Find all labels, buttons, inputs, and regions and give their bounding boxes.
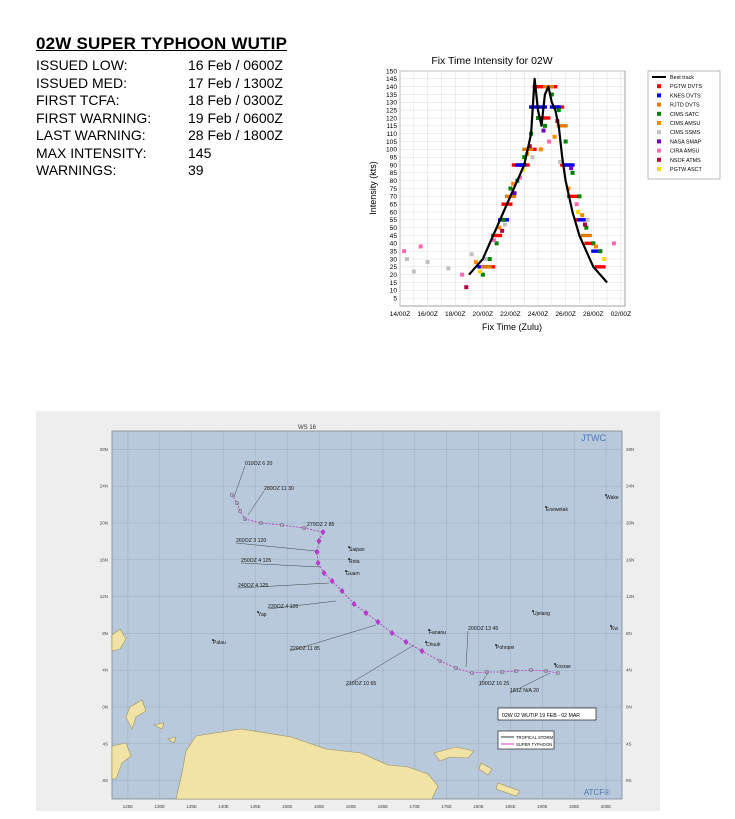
legend-label: CIRA AMSU	[670, 148, 700, 155]
lon-label: 135E	[186, 804, 197, 809]
lat-label: 20N	[626, 520, 635, 526]
lat-label: 0N	[102, 704, 108, 710]
legend-swatch	[657, 149, 661, 153]
x-tick-label: 26/00Z	[555, 311, 576, 318]
x-tick-label: 16/00Z	[417, 311, 438, 318]
place-label: Kw	[611, 626, 618, 632]
y-tick-label: 50	[389, 224, 397, 232]
lon-label: 140E	[218, 804, 229, 809]
summary-value: 145	[188, 144, 212, 161]
lon-label: 150E	[282, 804, 293, 809]
summary-value: 18 Feb / 0300Z	[188, 92, 283, 108]
x-tick-label: 14/00Z	[389, 311, 411, 318]
lat-label: 12N	[626, 594, 635, 600]
lon-label: 160E	[345, 804, 357, 809]
legend-swatch	[657, 121, 661, 125]
map-corner-jtwc: JTWC	[581, 433, 606, 443]
lat-label: 4S	[102, 741, 108, 747]
map-legend-title: 02W 02 WUTIP 19 FEB - 02 MAR	[502, 713, 581, 719]
y-tick-label: 5	[393, 295, 397, 303]
legend-label: CIMS SATC	[670, 111, 699, 118]
fix-point	[553, 135, 557, 139]
fix-point	[405, 257, 409, 261]
lon-label: 175E	[441, 804, 452, 809]
y-tick-label: 145	[385, 76, 397, 84]
fix-point	[542, 129, 546, 133]
place-label: Rota	[349, 559, 360, 565]
fix-point	[402, 249, 406, 253]
legend-swatch	[657, 130, 661, 134]
chart-title: Fix Time Intensity for 02W	[431, 55, 553, 67]
lat-label: 8S	[626, 778, 632, 784]
track-label: 010OZ 6 20	[245, 461, 273, 467]
y-tick-label: 60	[389, 209, 397, 217]
lon-label: 180E	[473, 804, 484, 809]
lon-label: 125E	[122, 804, 134, 809]
fix-point	[580, 213, 584, 217]
y-tick-label: 15	[389, 279, 397, 287]
fix-point	[539, 147, 543, 151]
summary-row	[36, 92, 283, 110]
place-label: Wake	[606, 495, 619, 501]
legend-label: RJTD DVTS	[670, 102, 700, 109]
place-label: Pohnpei	[496, 645, 515, 651]
storm-summary	[36, 34, 336, 180]
track-label: 240OZ 4 125	[238, 583, 269, 589]
lon-label: 130E	[154, 804, 166, 809]
place-label: Guam	[346, 571, 360, 577]
place-label: Saipan	[349, 547, 365, 553]
legend-swatch	[657, 112, 661, 116]
fix-point	[508, 187, 512, 191]
summary-label: FIRST WARNING:	[36, 109, 152, 126]
lat-label: 0N	[626, 704, 632, 710]
x-tick-label: 28/00Z	[582, 311, 604, 318]
fix-point	[446, 266, 450, 270]
lat-label: 4N	[626, 667, 632, 673]
track-label: 270OZ 2 85	[307, 522, 335, 528]
summary-row	[36, 127, 283, 145]
legend-label: PGTW DVTS	[670, 84, 703, 91]
fix-point	[558, 160, 562, 164]
lon-label: 195E	[568, 804, 580, 809]
summary-row	[36, 110, 283, 128]
y-tick-label: 70	[389, 193, 397, 201]
fix-point	[564, 140, 568, 144]
lat-label: 4N	[102, 667, 108, 673]
y-tick-label: 135	[385, 91, 397, 99]
fix-point	[547, 140, 551, 144]
summary-label: ISSUED LOW:	[36, 57, 128, 73]
fix-point	[598, 249, 602, 253]
storm-title: 02W SUPER TYPHOON WUTIP	[36, 34, 288, 53]
x-tick-label: 20/00Z	[472, 311, 494, 318]
legend-swatch	[657, 158, 661, 162]
fix-point	[460, 273, 464, 277]
y-tick-label: 80	[389, 177, 397, 185]
fix-point	[470, 252, 474, 256]
summary-row	[36, 75, 283, 93]
lon-label: 165E	[377, 804, 389, 809]
lon-label: 145E	[250, 804, 261, 809]
fix-point	[586, 218, 590, 222]
y-axis-ticks	[386, 68, 397, 302]
lat-label: 28N	[99, 446, 108, 452]
lon-label: 185E	[505, 804, 516, 809]
map-corner-atcf: ATCF®	[583, 788, 610, 797]
fix-point	[612, 241, 616, 245]
legend-swatch	[657, 103, 661, 107]
legend-swatch	[657, 167, 661, 171]
y-tick-label: 35	[389, 248, 397, 256]
place-label: Enewetak	[546, 507, 568, 513]
fix-point	[412, 270, 416, 274]
fix-point	[531, 155, 535, 159]
summary-label: WARNINGS:	[36, 162, 117, 178]
lat-label: 16N	[626, 557, 635, 563]
lat-label: 16N	[99, 557, 108, 563]
track-label: 190OZ 16 25	[479, 681, 510, 687]
fix-point	[577, 194, 581, 198]
summary-value: 39	[188, 162, 204, 178]
legend-label: CIMS SSMS	[670, 130, 701, 137]
fix-point	[576, 210, 580, 214]
fix-point	[419, 244, 423, 248]
x-axis-ticks	[390, 311, 631, 318]
summary-label: ISSUED MED:	[36, 74, 128, 91]
legend-label: PGTW ASCT	[670, 167, 702, 173]
y-tick-label: 115	[386, 123, 397, 131]
x-tick-label: 22/00Z	[500, 311, 521, 318]
y-tick-label: 40	[389, 240, 397, 248]
fix-point	[500, 229, 504, 233]
summary-label: MAX INTENSITY:	[36, 144, 147, 161]
y-tick-label: 10	[389, 287, 397, 295]
lon-label: 190E	[537, 804, 548, 809]
y-tick-label: 95	[389, 154, 397, 162]
fix-point	[426, 260, 430, 264]
summary-label: LAST WARNING:	[36, 127, 146, 143]
fix-point	[583, 223, 587, 227]
place-label: Palau	[213, 640, 226, 646]
fix-point	[581, 234, 592, 237]
track-label: 250OZ 4 125	[241, 558, 272, 564]
fix-point	[594, 244, 598, 248]
legend-label-sty: SUPER TYPHOON	[516, 742, 553, 747]
y-tick-label: 100	[385, 146, 397, 154]
place-label: Chuuk	[426, 642, 441, 648]
intensity-chart	[360, 50, 725, 340]
y-tick-label: 85	[389, 170, 397, 178]
summary-label: FIRST TCFA:	[36, 92, 120, 108]
fix-point	[478, 270, 482, 274]
track-label: 230OZ 4 105	[268, 604, 299, 610]
legend-label: CIMS AMSU	[670, 121, 701, 127]
fix-point	[502, 218, 506, 222]
y-tick-label: 125	[385, 107, 397, 115]
lat-label: 12N	[99, 594, 108, 600]
y-tick-label: 150	[385, 68, 397, 76]
legend-label: Best track	[670, 75, 694, 81]
legend-swatch	[657, 93, 661, 97]
y-tick-label: 55	[389, 217, 397, 225]
y-tick-label: 45	[389, 232, 397, 240]
lat-label: 8N	[102, 630, 108, 636]
map-header-left: WS 16	[298, 425, 317, 431]
fix-point	[464, 285, 468, 289]
y-tick-label: 30	[389, 256, 397, 264]
y-axis-label: Intensity (kts)	[368, 161, 378, 215]
fix-point	[543, 124, 547, 128]
y-tick-label: 65	[389, 201, 397, 209]
y-tick-label: 25	[389, 264, 397, 272]
track-map	[36, 411, 660, 811]
summary-value: 16 Feb / 0600Z	[188, 57, 283, 73]
fix-point	[481, 265, 492, 268]
track-label: 200OZ 13 45	[468, 626, 499, 632]
y-tick-label: 120	[385, 115, 397, 123]
summary-value: 28 Feb / 1800Z	[188, 127, 283, 143]
x-tick-label: 24/00Z	[527, 311, 549, 318]
y-tick-label: 20	[389, 271, 397, 279]
fix-point	[575, 202, 579, 206]
legend-label: KNES DVTS	[670, 93, 701, 100]
x-axis-label: Fix Time (Zulu)	[481, 322, 543, 332]
legend-label: NASA SMAP	[670, 139, 702, 146]
fix-point	[602, 257, 606, 261]
summary-row	[36, 145, 283, 163]
lat-label: 8S	[102, 778, 108, 784]
y-tick-label: 90	[389, 162, 397, 170]
fix-point	[569, 166, 573, 170]
y-tick-label: 105	[385, 138, 397, 146]
y-tick-label: 75	[389, 185, 397, 193]
legend-swatch	[657, 139, 661, 143]
lat-label: 20N	[99, 520, 108, 526]
summary-row	[36, 57, 283, 75]
place-label: Yap	[258, 612, 267, 618]
lat-label: 28N	[626, 446, 635, 452]
legend-label: NSOF ATMS	[670, 157, 701, 164]
track-label: 280OZ 11 30	[264, 486, 294, 492]
fix-point	[474, 260, 478, 264]
summary-row	[36, 162, 283, 180]
y-tick-label: 130	[385, 99, 397, 107]
track-label: 220OZ 11 85	[290, 646, 320, 652]
fix-point	[488, 257, 492, 261]
fix-point	[557, 108, 561, 112]
lat-label: 8N	[626, 630, 632, 636]
lon-label: 155E	[313, 804, 325, 809]
fix-point	[503, 223, 507, 227]
place-label: Kosrae	[555, 664, 571, 670]
track-label: 181Z N/A 20	[510, 688, 539, 694]
y-tick-label: 140	[385, 83, 397, 91]
y-tick-label: 110	[386, 130, 397, 138]
x-tick-label: 02/00Z	[610, 311, 632, 318]
legend-label-ts: TROPICAL STORM	[516, 735, 553, 740]
lat-label: 24N	[99, 483, 108, 489]
lon-label: 170E	[409, 804, 421, 809]
summary-table	[36, 57, 283, 180]
fix-point	[571, 171, 575, 175]
x-tick-label: 18/00Z	[444, 311, 466, 318]
summary-value: 19 Feb / 0600Z	[188, 109, 283, 126]
track-label: 210OZ 10 65	[346, 681, 377, 687]
place-label: Fananu	[429, 630, 446, 636]
track-label: 260OZ 3 120	[236, 538, 267, 544]
lon-label: 200E	[600, 804, 612, 809]
fix-point	[595, 265, 606, 268]
lat-label: 4S	[626, 741, 632, 747]
lat-label: 24N	[626, 483, 635, 489]
legend-swatch	[657, 84, 661, 88]
place-label: Ujelang	[533, 611, 550, 617]
summary-value: 17 Feb / 1300Z	[188, 74, 283, 91]
